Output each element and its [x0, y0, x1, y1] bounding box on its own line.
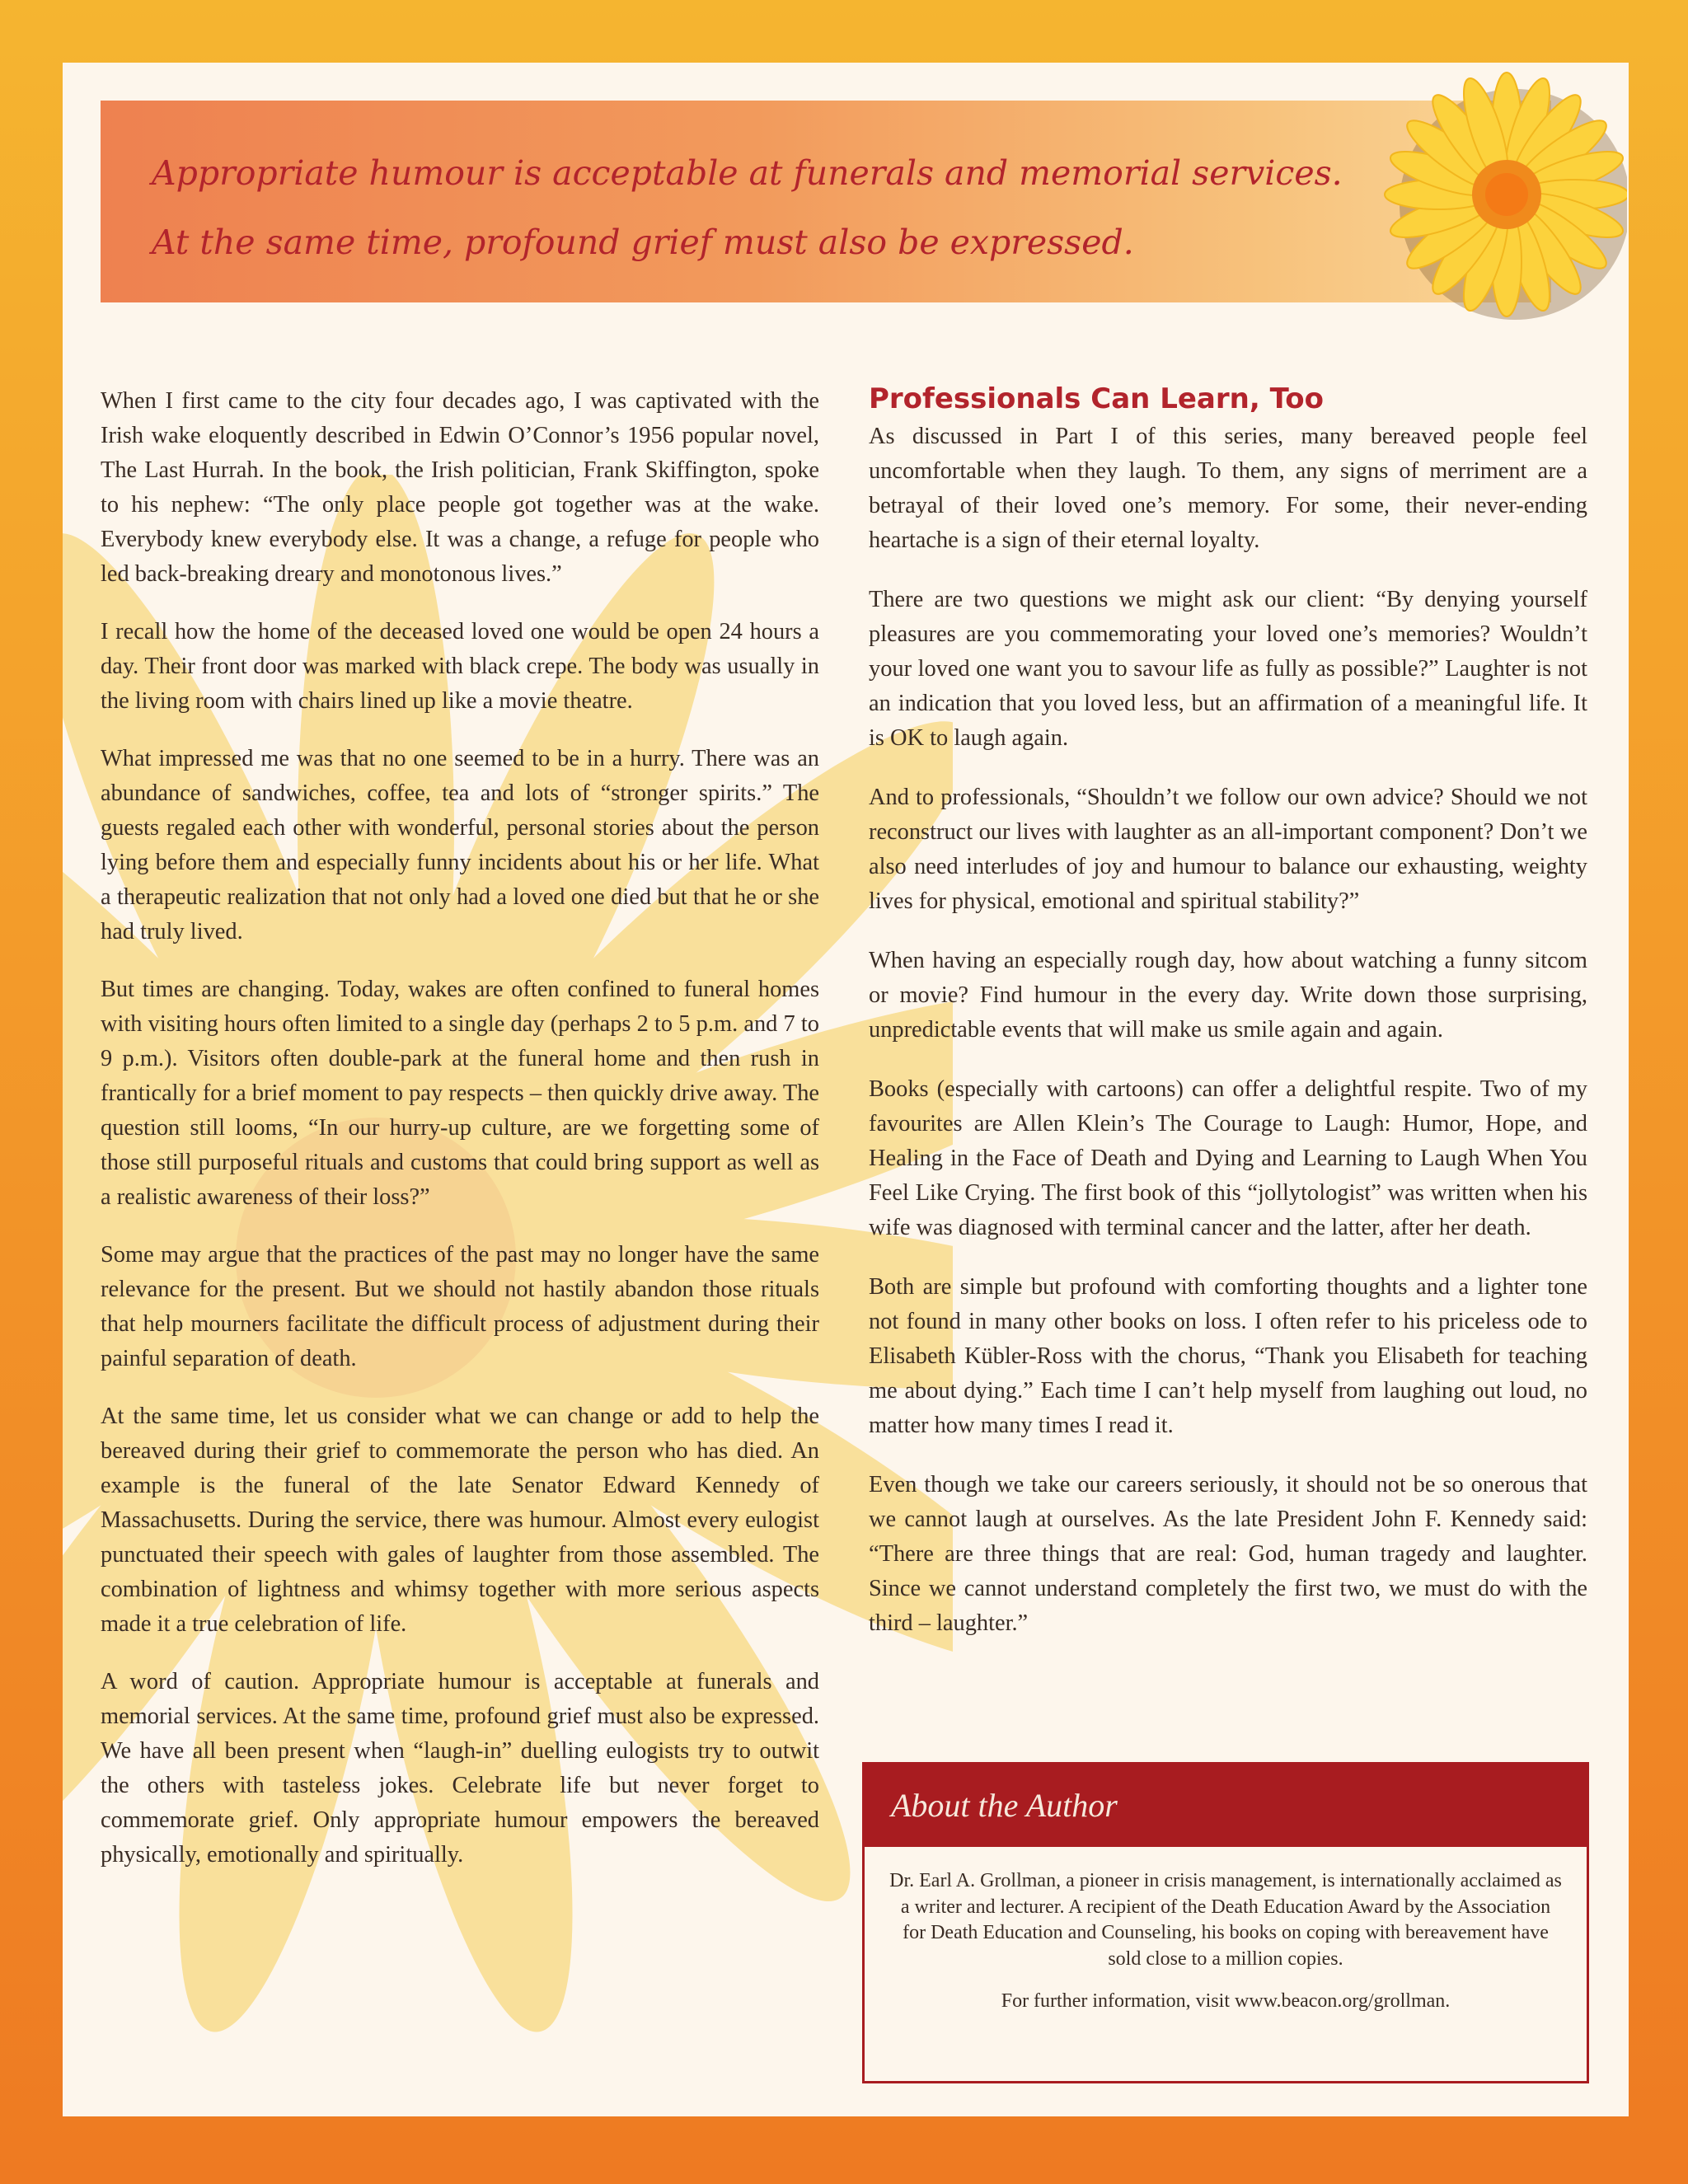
daisy-flower-icon — [1355, 63, 1627, 322]
quote-banner — [101, 101, 1551, 302]
about-author-title: About the Author — [865, 1765, 1587, 1847]
body-paragraph: Books (especially with cartoons) can offer a delightful respite. Two of my favourites are Allen Klein’s The Courage to Laugh: Humor, Hope, and Healing in the Face of Death and Dying and Learning to Laugh When You Feel Like Crying. The first book of this “jollytologist” was written when his wife was diagnosed with terminal cancer and the latter, after her death. — [869, 1076, 1587, 1240]
body-paragraph: Some may argue that the practices of the past may no longer have the same relevance for the present. But we should not hastily abandon those rituals that help mourners facilitate the difficult process of adjustment during their painful separation of death. — [101, 1242, 819, 1371]
body-paragraph: At the same time, let us consider what we can change or add to help the bereaved during their grief to commemorate the person who has died. An example is the funeral of the late Senator Edward Kennedy of Massachusetts. During the service, there was humour. Almost every eulogist punctuated their speech with gales of laughter from those assembled. The combination of lightness and whimsy together with more serious aspects made it a true celebration of life. — [101, 1404, 819, 1637]
right-column — [869, 380, 1587, 1666]
about-author-box — [862, 1762, 1589, 2083]
body-paragraph: What impressed me was that no one seemed to be in a hurry. There was an abundance of sandwiches, coffee, tea and lots of “stronger spirits.” The guests regaled each other with wonderful, personal stories about the person lying before them and especially funny incidents about his or her life. What a therapeutic realization that not only had a loved one died but that he or she had truly lived. — [101, 746, 819, 944]
body-paragraph: A word of caution. Appropriate humour is acceptable at funerals and memorial services. At the same time, profound grief must also be expressed. We have all been present when “laugh-in” duelling eulogists try to outwit the others with tasteless jokes. Celebrate life but never forget to commemorate grief. Only appropriate humour empowers the bereaved physically, emotionally and spiritually. — [101, 1669, 819, 1868]
left-column — [101, 384, 819, 1896]
body-paragraph: When having an especially rough day, how about watching a funny sitcom or movie? Find humour in the every day. Write down those surprising, unpredictable events that will make us smile again and again. — [869, 948, 1587, 1043]
page — [63, 63, 1629, 2116]
body-paragraph: There are two questions we might ask our client: “By denying yourself pleasures are you commemorating your loved one’s memories? Wouldn’t your loved one want you to savour life as fully as possible?” Laughter is not an indication that you loved less, but an affirmation of a meaningful life. It is OK to laugh again. — [869, 587, 1587, 751]
section-heading: Professionals Can Learn, Too — [869, 382, 1324, 415]
banner-quote-line-1: Appropriate humour is acceptable at funerals and memorial services. — [152, 153, 1343, 193]
about-author-body — [865, 1847, 1587, 2015]
body-paragraph: Even though we take our careers seriously, it should not be so onerous that we cannot laugh at ourselves. As the late President John F. Kennedy said: “There are three things that are real: God, human tragedy and laughter. Since we cannot understand completely the first two, we must do with the third – laughter.” — [869, 1472, 1587, 1636]
body-paragraph: As discussed in Part I of this series, many bereaved people feel uncomfortable when they laugh. To them, any signs of merriment are a betrayal of their loved one’s memory. For some, their never-ending heartache is a sign of their eternal loyalty. — [869, 424, 1587, 553]
body-paragraph: But times are changing. Today, wakes are often confined to funeral homes with visiting hours often limited to a single day (perhaps 2 to 5 p.m. and 7 to 9 p.m.). Visitors often double-park at the funeral home and then rush in frantically for a brief moment to pay respects – then quickly drive away. The question still looms, “In our hurry-up culture, are we forgetting some of those still purposeful rituals and customs that could bring support as well as a realistic awareness of their loss?” — [101, 977, 819, 1210]
body-paragraph: Both are simple but profound with comforting thoughts and a lighter tone not found in many other books on loss. I often refer to his priceless ode to Elisabeth Kübler-Ross with the chorus, “Thank you Elisabeth for teaching me about dying.” Each time I can’t help myself from laughing out loud, no matter how many times I read it. — [869, 1274, 1587, 1438]
author-info: For further information, visit www.beacon.org/grollman. — [1001, 1990, 1451, 2012]
banner-quote-line-2: At the same time, profound grief must also be expressed. — [152, 223, 1134, 262]
body-paragraph: I recall how the home of the deceased loved one would be open 24 hours a day. Their front door was marked with black crepe. The body was usually in the living room with chairs lined up like a movie theatre. — [101, 619, 819, 714]
body-paragraph: And to professionals, “Shouldn’t we follow our own advice? Should we not reconstruct our lives with laughter as an all-important component? Don’t we also need interludes of joy and humour to balance our exhausting, weighty lives for physical, emotional and spiritual stability?” — [869, 785, 1587, 914]
body-paragraph: When I first came to the city four decades ago, I was captivated with the Irish wake eloquently described in Edwin O’Connor’s 1956 popular novel, The Last Hurrah. In the book, the Irish politician, Frank Skiffington, spoke to his nephew: “The only place people got together was at the wake. Everybody knew everybody else. It was a change, a refuge for people who led back-breaking dreary and monotonous lives.” — [101, 388, 819, 587]
author-bio: Dr. Earl A. Grollman, a pioneer in crisis management, is internationally acclaimed as a writer and lecturer. A recipient of the Death Education Award by the Association for Death Education and Counseling, his books on coping with bereavement have sold close to a million copies. — [889, 1870, 1562, 1970]
